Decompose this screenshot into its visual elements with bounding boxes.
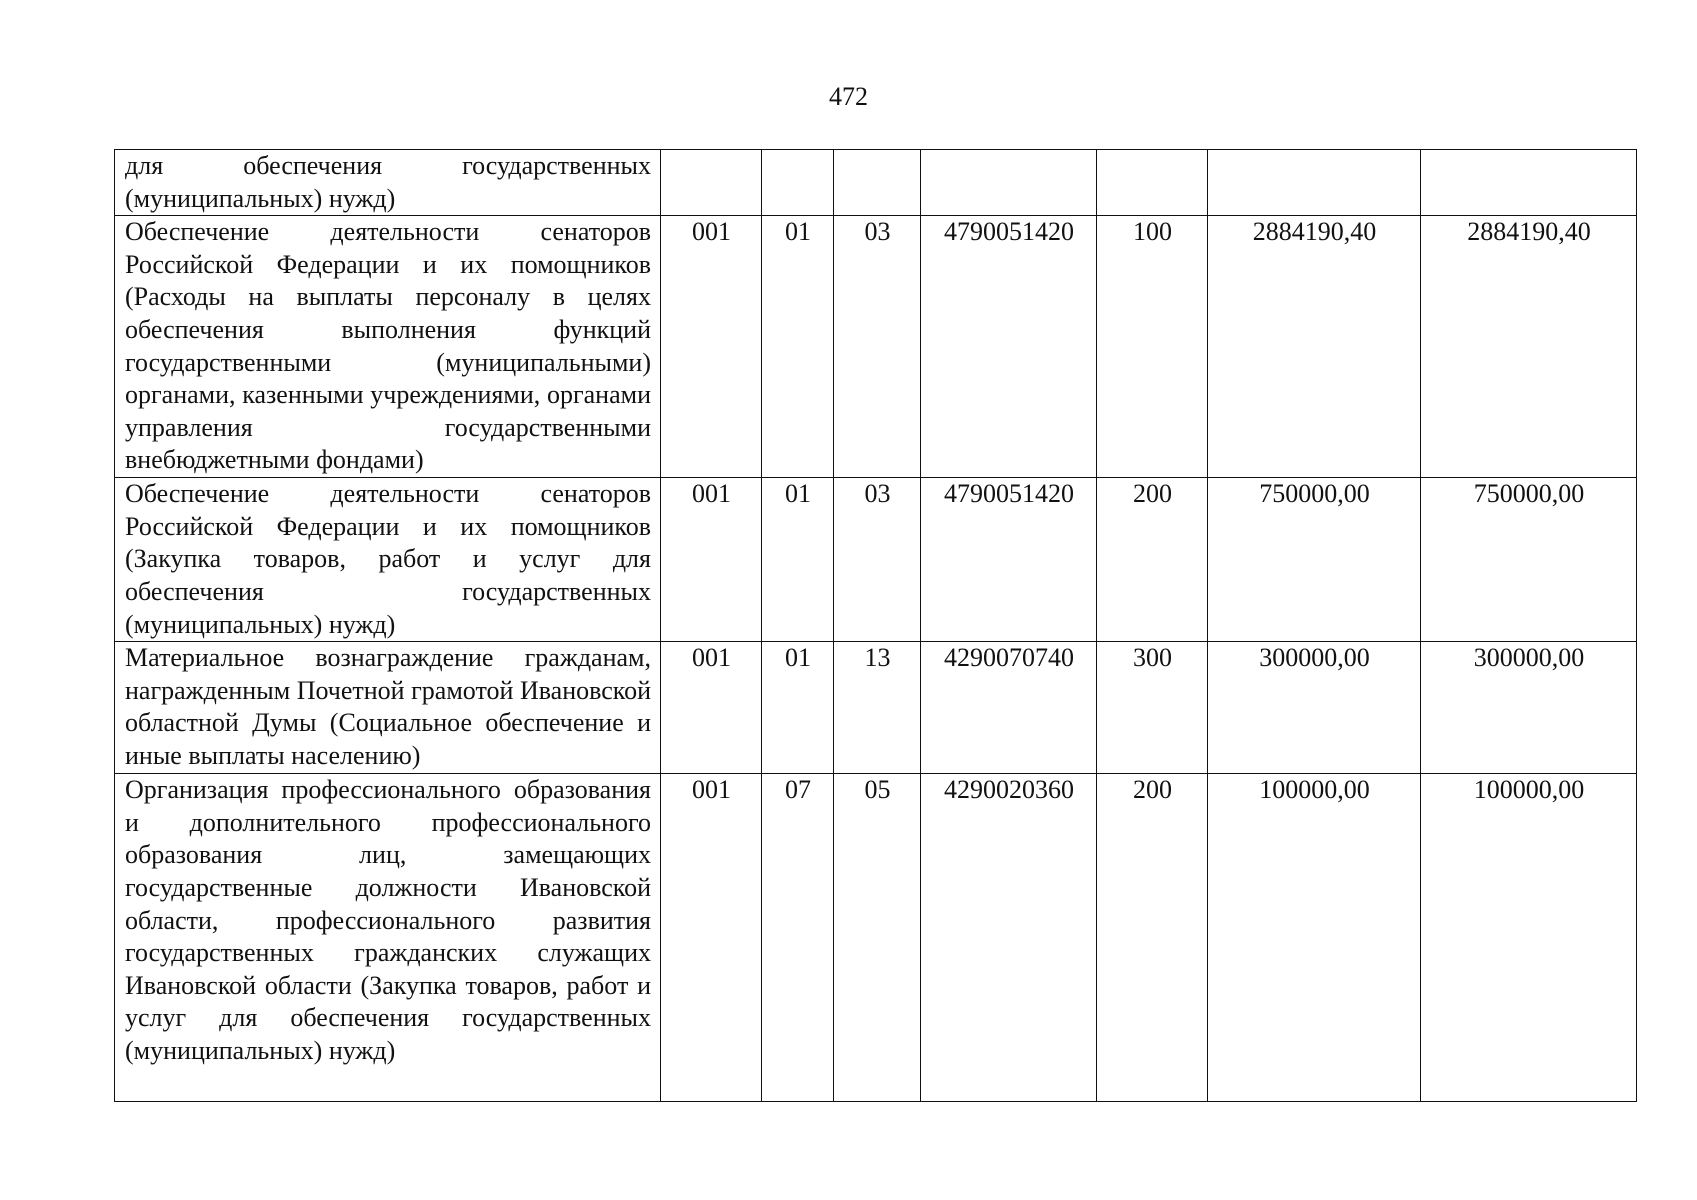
expense-description: Материальное вознаграждение гражданам, награжденным Почетной грамотой Ивановской областной Думы (Социальное обеспечение и иные выплаты населению) xyxy=(115,642,661,774)
amount-second-year xyxy=(1421,150,1637,216)
section-code: 01 xyxy=(762,478,834,642)
table-row xyxy=(115,216,1637,478)
department-code xyxy=(661,150,762,216)
target-article-code: 4290070740 xyxy=(921,642,1097,774)
subsection-code: 05 xyxy=(834,774,921,1102)
amount-first-year: 300000,00 xyxy=(1208,642,1421,774)
department-code: 001 xyxy=(661,478,762,642)
expense-type-code: 200 xyxy=(1097,478,1208,642)
amount-second-year: 2884190,40 xyxy=(1421,216,1637,478)
department-code: 001 xyxy=(661,216,762,478)
section-code: 07 xyxy=(762,774,834,1102)
section-code xyxy=(762,150,834,216)
expense-type-code: 100 xyxy=(1097,216,1208,478)
table-row xyxy=(115,478,1637,642)
subsection-code xyxy=(834,150,921,216)
table-row xyxy=(115,774,1637,1102)
table-row xyxy=(115,150,1637,216)
table-row xyxy=(115,642,1637,774)
department-code: 001 xyxy=(661,774,762,1102)
expense-description: Организация профессионального образования и дополнительного профессионального образования лиц, замещающих государственные должности Ивановской области, профессионального развития государственных гражданских служащих Ивановской области (Закупка товаров, работ и услуг для обеспечения государственных (муниципальных) нужд) xyxy=(115,774,661,1102)
section-code: 01 xyxy=(762,216,834,478)
budget-table xyxy=(114,149,1637,1102)
expense-description: Обеспечение деятельности сенаторов Российской Федерации и их помощников (Расходы на выплаты персоналу в целях обеспечения выполнения функций государственными (муниципальными) органами, казенными учреждениями, органами управления государственными внебюджетными фондами) xyxy=(115,216,661,478)
amount-second-year: 100000,00 xyxy=(1421,774,1637,1102)
expense-type-code xyxy=(1097,150,1208,216)
subsection-code: 03 xyxy=(834,478,921,642)
amount-first-year: 750000,00 xyxy=(1208,478,1421,642)
expense-type-code: 200 xyxy=(1097,774,1208,1102)
expense-description: для обеспечения государственных (муниципальных) нужд) xyxy=(115,150,661,216)
subsection-code: 03 xyxy=(834,216,921,478)
section-code: 01 xyxy=(762,642,834,774)
amount-second-year: 300000,00 xyxy=(1421,642,1637,774)
target-article-code xyxy=(921,150,1097,216)
department-code: 001 xyxy=(661,642,762,774)
expense-type-code: 300 xyxy=(1097,642,1208,774)
amount-first-year: 100000,00 xyxy=(1208,774,1421,1102)
amount-first-year xyxy=(1208,150,1421,216)
amount-first-year: 2884190,40 xyxy=(1208,216,1421,478)
target-article-code: 4790051420 xyxy=(921,216,1097,478)
subsection-code: 13 xyxy=(834,642,921,774)
expense-description: Обеспечение деятельности сенаторов Российской Федерации и их помощников (Закупка товаров, работ и услуг для обеспечения государственных (муниципальных) нужд) xyxy=(115,478,661,642)
target-article-code: 4790051420 xyxy=(921,478,1097,642)
page-number: 472 xyxy=(829,82,868,111)
amount-second-year: 750000,00 xyxy=(1421,478,1637,642)
target-article-code: 4290020360 xyxy=(921,774,1097,1102)
